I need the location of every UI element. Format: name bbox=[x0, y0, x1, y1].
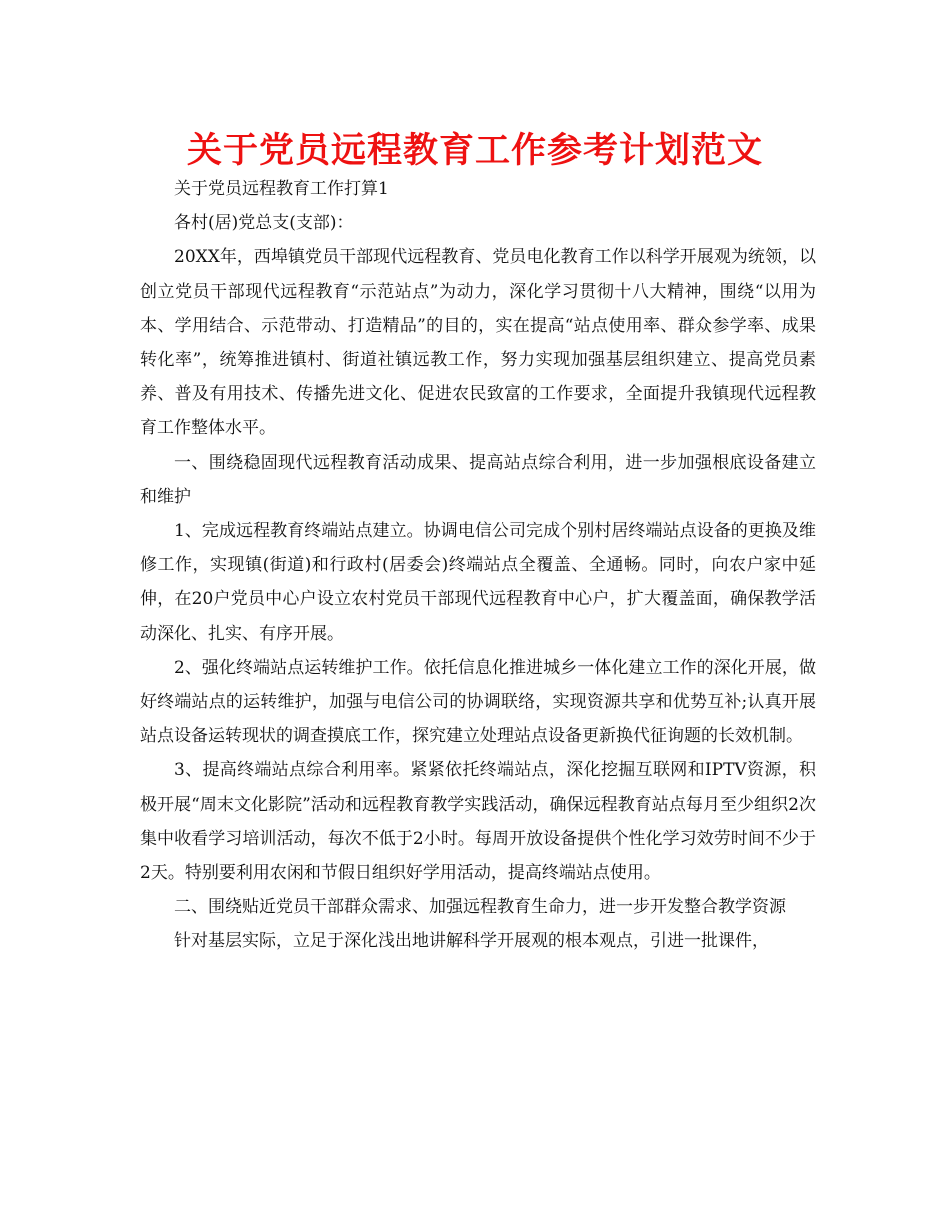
paragraph-item-3: 3、提高终端站点综合利用率。紧紧依托终端站点，深化挖掘互联网和IPTV资源，积极开展“周末文化影院”活动和远程教育教学实践活动，确保远程教育站点每月至少组织2次集中收看学习培训活动，每次不低于2小时。每周开放设备提供个性化学习效劳时间不少于2天。特别要利用农闲和节假日组织好学用活动，提高终端站点使用。 bbox=[140, 760, 816, 884]
paragraph-item-1: 1、完成远程教育终端站点建立。协调电信公司完成个别村居终端站点设备的更换及维修工作，实现镇(街道)和行政村(居委会)终端站点全覆盖、全通畅。同时，向农户家中延伸，在20户党员中心户设立农村党员干部现代远程教育中心户，扩大覆盖面，确保教学活动深化、扎实、有序开展。 bbox=[140, 521, 816, 644]
paragraph-item-2: 2、强化终端站点运转维护工作。依托信息化推进城乡一体化建立工作的深化开展，做好终端站点的运转维护，加强与电信公司的协调联络，实现资源共享和优势互补;认真开展站点设备运转现状的调查摸底工作，探究建立处理站点设备更新换代征询题的长效机制。 bbox=[140, 657, 816, 747]
document-body bbox=[140, 172, 816, 959]
document-title: 关于党员远程教育工作参考计划范文 bbox=[186, 131, 763, 171]
document-subtitle: 关于党员远程教育工作打算1 bbox=[174, 179, 389, 199]
paragraph-section-2: 针对基层实际，立足于深化浅出地讲解科学开展观的根本观点，引进一批课件， bbox=[174, 931, 769, 952]
paragraph-intro: 20XX年，西埠镇党员干部现代远程教育、党员电化教育工作以科学开展观为统领，以创立党员干部现代远程教育“示范站点”为动力，深化学习贯彻十八大精神，围绕“以用为本、学用结合、示范带动、打造精品”的目的，实在提高“站点使用率、群众参学率、成果转化率”，统筹推进镇村、街道社镇远教工作，努力实现加强基层组织建立、提高党员素养、普及有用技术、传播先进文化、促进农民致富的工作要求，全面提升我镇现代远程教育工作整体水平。 bbox=[140, 247, 816, 439]
section-heading-1: 一、围绕稳固现代远程教育活动成果、提高站点综合利用，进一步加强根底设备建立和维护 bbox=[140, 452, 816, 507]
section-heading-2: 二、围绕贴近党员干部群众需求、加强远程教育生命力，进一步开发整合教学资源 bbox=[174, 897, 786, 918]
salutation: 各村(居)党总支(支部)： bbox=[174, 213, 354, 234]
